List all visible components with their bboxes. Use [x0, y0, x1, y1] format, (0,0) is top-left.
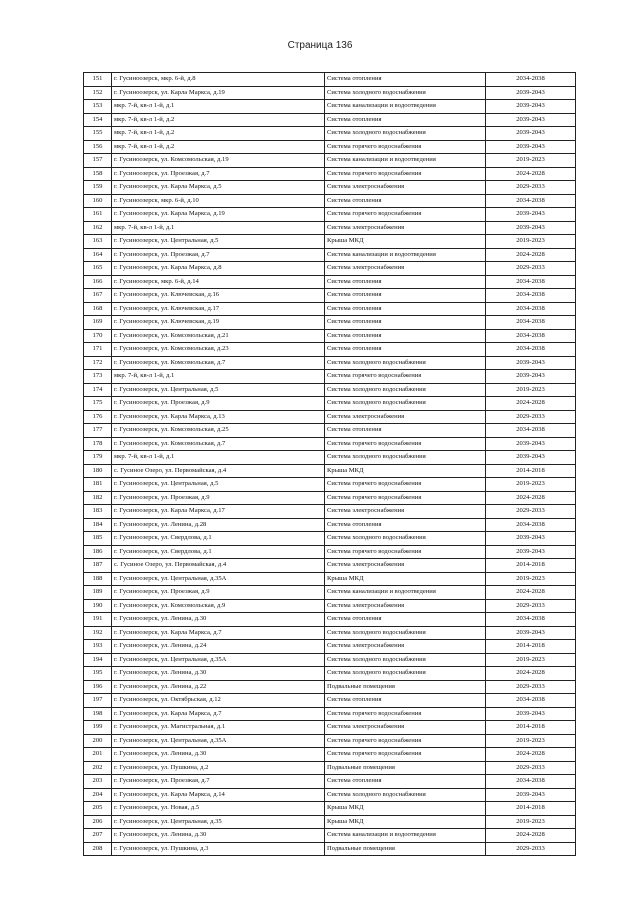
period-cell: 2019-2023 — [486, 815, 576, 829]
table-row — [84, 289, 576, 303]
row-number-cell: 164 — [84, 248, 112, 262]
period-cell: 2024-2028 — [486, 586, 576, 600]
address-cell: г. Гусиноозерск, ул. Ленина, д.30 — [112, 613, 325, 627]
table-row — [84, 181, 576, 195]
system-cell: Система горячего водоснабжения — [325, 545, 486, 559]
address-cell: г. Гусиноозерск, ул. Карла Маркса, д.13 — [112, 410, 325, 424]
period-cell: 2024-2028 — [486, 748, 576, 762]
table-row — [84, 464, 576, 478]
system-cell: Система канализации и водоотведения — [325, 586, 486, 600]
period-cell: 2014-2018 — [486, 721, 576, 735]
system-cell: Система холодного водоснабжения — [325, 788, 486, 802]
row-number-cell: 166 — [84, 275, 112, 289]
address-cell: г. Гусиноозерск, мкр. 6-й, д.14 — [112, 275, 325, 289]
row-number-cell: 206 — [84, 815, 112, 829]
address-cell: г. Гусиноозерск, ул. Ленина, д.24 — [112, 640, 325, 654]
row-number-cell: 195 — [84, 667, 112, 681]
system-cell: Система отопления — [325, 113, 486, 127]
period-cell: 2034-2038 — [486, 424, 576, 438]
system-cell: Подвальные помещения — [325, 680, 486, 694]
address-cell: мкр. 7-й, кв-л 1-й, д.1 — [112, 370, 325, 384]
address-cell: г. Гусиноозерск, ул. Центральная, д.5 — [112, 478, 325, 492]
row-number-cell: 183 — [84, 505, 112, 519]
address-cell: г. Гусиноозерск, ул. Карла Маркса, д.19 — [112, 86, 325, 100]
system-cell: Система электроснабжения — [325, 721, 486, 735]
table-row — [84, 815, 576, 829]
row-number-cell: 169 — [84, 316, 112, 330]
address-cell: г. Гусиноозерск, ул. Проезжая, д.9 — [112, 586, 325, 600]
table-row — [84, 842, 576, 856]
row-number-cell: 189 — [84, 586, 112, 600]
row-number-cell: 163 — [84, 235, 112, 249]
system-cell: Система холодного водоснабжения — [325, 532, 486, 546]
table-row — [84, 424, 576, 438]
address-cell: г. Гусиноозерск, ул. Ленина, д.28 — [112, 518, 325, 532]
table-row — [84, 437, 576, 451]
period-cell: 2029-2033 — [486, 680, 576, 694]
address-cell: г. Гусиноозерск, мкр. 6-й, д.8 — [112, 73, 325, 87]
row-number-cell: 157 — [84, 154, 112, 168]
system-cell: Крыша МКД — [325, 235, 486, 249]
system-cell: Крыша МКД — [325, 802, 486, 816]
period-cell: 2029-2033 — [486, 842, 576, 856]
address-cell: мкр. 7-й, кв-л 1-й, д.1 — [112, 100, 325, 114]
table-row — [84, 613, 576, 627]
address-cell: г. Гусиноозерск, ул. Новая, д.5 — [112, 802, 325, 816]
period-cell: 2034-2038 — [486, 275, 576, 289]
system-cell: Система отопления — [325, 329, 486, 343]
address-cell: г. Гусиноозерск, ул. Комсомольская, д.21 — [112, 329, 325, 343]
row-number-cell: 200 — [84, 734, 112, 748]
address-cell: г. Гусиноозерск, ул. Карла Маркса, д.17 — [112, 505, 325, 519]
address-cell: с. Гусиное Озеро, ул. Первомайская, д.4 — [112, 464, 325, 478]
row-number-cell: 174 — [84, 383, 112, 397]
system-cell: Система канализации и водоотведения — [325, 154, 486, 168]
table-row — [84, 491, 576, 505]
address-cell: г. Гусиноозерск, ул. Ленина, д.22 — [112, 680, 325, 694]
address-cell: г. Гусиноозерск, ул. Комсомольская, д.7 — [112, 437, 325, 451]
period-cell: 2039-2043 — [486, 221, 576, 235]
address-cell: мкр. 7-й, кв-л 1-й, д.2 — [112, 113, 325, 127]
system-cell: Система горячего водоснабжения — [325, 208, 486, 222]
system-cell: Система электроснабжения — [325, 559, 486, 573]
system-cell: Система горячего водоснабжения — [325, 707, 486, 721]
row-number-cell: 204 — [84, 788, 112, 802]
period-cell: 2039-2043 — [486, 626, 576, 640]
period-cell: 2019-2023 — [486, 478, 576, 492]
system-cell: Система холодного водоснабжения — [325, 383, 486, 397]
system-cell: Подвальные помещения — [325, 842, 486, 856]
period-cell: 2034-2038 — [486, 775, 576, 789]
table-row — [84, 100, 576, 114]
row-number-cell: 205 — [84, 802, 112, 816]
system-cell: Система холодного водоснабжения — [325, 356, 486, 370]
row-number-cell: 158 — [84, 167, 112, 181]
table-row — [84, 397, 576, 411]
address-cell: г. Гусиноозерск, ул. Центральная, д.35 — [112, 815, 325, 829]
period-cell: 2039-2043 — [486, 140, 576, 154]
address-cell: г. Гусиноозерск, ул. Ключевская, д.17 — [112, 302, 325, 316]
row-number-cell: 171 — [84, 343, 112, 357]
address-cell: г. Гусиноозерск, мкр. 6-й, д.10 — [112, 194, 325, 208]
row-number-cell: 202 — [84, 761, 112, 775]
row-number-cell: 191 — [84, 613, 112, 627]
address-cell: г. Гусиноозерск, ул. Пушкина, д.3 — [112, 842, 325, 856]
table-row — [84, 167, 576, 181]
table-row — [84, 262, 576, 276]
row-number-cell: 201 — [84, 748, 112, 762]
period-cell: 2014-2018 — [486, 464, 576, 478]
row-number-cell: 167 — [84, 289, 112, 303]
address-cell: г. Гусиноозерск, ул. Ленина, д.30 — [112, 829, 325, 843]
period-cell: 2039-2043 — [486, 437, 576, 451]
period-cell: 2014-2018 — [486, 802, 576, 816]
system-cell: Система канализации и водоотведения — [325, 829, 486, 843]
repair-schedule-table — [83, 72, 576, 856]
period-cell: 2034-2038 — [486, 613, 576, 627]
period-cell: 2039-2043 — [486, 451, 576, 465]
system-cell: Система отопления — [325, 302, 486, 316]
table-row — [84, 721, 576, 735]
period-cell: 2024-2028 — [486, 167, 576, 181]
system-cell: Система отопления — [325, 275, 486, 289]
system-cell: Система горячего водоснабжения — [325, 167, 486, 181]
system-cell: Система отопления — [325, 424, 486, 438]
period-cell: 2039-2043 — [486, 356, 576, 370]
table-row — [84, 329, 576, 343]
table-row — [84, 208, 576, 222]
row-number-cell: 172 — [84, 356, 112, 370]
table-row — [84, 748, 576, 762]
row-number-cell: 178 — [84, 437, 112, 451]
address-cell: г. Гусиноозерск, ул. Карла Маркса, д.19 — [112, 208, 325, 222]
system-cell: Система горячего водоснабжения — [325, 370, 486, 384]
table-row — [84, 356, 576, 370]
row-number-cell: 179 — [84, 451, 112, 465]
period-cell: 2024-2028 — [486, 397, 576, 411]
system-cell: Система холодного водоснабжения — [325, 653, 486, 667]
row-number-cell: 168 — [84, 302, 112, 316]
table-row — [84, 667, 576, 681]
row-number-cell: 155 — [84, 127, 112, 141]
address-cell: г. Гусиноозерск, ул. Карла Маркса, д.7 — [112, 626, 325, 640]
table-row — [84, 653, 576, 667]
row-number-cell: 180 — [84, 464, 112, 478]
period-cell: 2039-2043 — [486, 545, 576, 559]
period-cell: 2034-2038 — [486, 289, 576, 303]
row-number-cell: 188 — [84, 572, 112, 586]
system-cell: Подвальные помещения — [325, 761, 486, 775]
period-cell: 2024-2028 — [486, 667, 576, 681]
row-number-cell: 185 — [84, 532, 112, 546]
address-cell: г. Гусиноозерск, ул. Комсомольская, д.7 — [112, 356, 325, 370]
system-cell: Система горячего водоснабжения — [325, 748, 486, 762]
address-cell: г. Гусиноозерск, ул. Свердлова, д.1 — [112, 545, 325, 559]
system-cell: Система электроснабжения — [325, 599, 486, 613]
row-number-cell: 162 — [84, 221, 112, 235]
system-cell: Система отопления — [325, 343, 486, 357]
period-cell: 2039-2043 — [486, 86, 576, 100]
row-number-cell: 156 — [84, 140, 112, 154]
address-cell: с. Гусиное Озеро, ул. Первомайская, д.4 — [112, 559, 325, 573]
period-cell: 2039-2043 — [486, 100, 576, 114]
address-cell: г. Гусиноозерск, ул. Карла Маркса, д.5 — [112, 181, 325, 195]
address-cell: г. Гусиноозерск, ул. Центральная, д.35А — [112, 653, 325, 667]
period-cell: 2034-2038 — [486, 316, 576, 330]
table-row — [84, 761, 576, 775]
period-cell: 2034-2038 — [486, 694, 576, 708]
address-cell: г. Гусиноозерск, ул. Ленина, д.30 — [112, 667, 325, 681]
table-row — [84, 127, 576, 141]
row-number-cell: 186 — [84, 545, 112, 559]
row-number-cell: 184 — [84, 518, 112, 532]
period-cell: 2029-2033 — [486, 410, 576, 424]
system-cell: Система отопления — [325, 518, 486, 532]
period-cell: 2034-2038 — [486, 343, 576, 357]
table-body — [84, 73, 576, 856]
address-cell: г. Гусиноозерск, ул. Ключевская, д.19 — [112, 316, 325, 330]
table-row — [84, 370, 576, 384]
table-row — [84, 140, 576, 154]
address-cell: г. Гусиноозерск, ул. Центральная, д.5 — [112, 383, 325, 397]
row-number-cell: 175 — [84, 397, 112, 411]
period-cell: 2019-2023 — [486, 154, 576, 168]
table-row — [84, 194, 576, 208]
row-number-cell: 153 — [84, 100, 112, 114]
system-cell: Система отопления — [325, 73, 486, 87]
system-cell: Система отопления — [325, 316, 486, 330]
system-cell: Система горячего водоснабжения — [325, 140, 486, 154]
table-row — [84, 586, 576, 600]
system-cell: Система горячего водоснабжения — [325, 478, 486, 492]
address-cell: г. Гусиноозерск, ул. Проезжая, д.9 — [112, 491, 325, 505]
table-row — [84, 248, 576, 262]
address-cell: г. Гусиноозерск, ул. Проезжая, д.7 — [112, 775, 325, 789]
period-cell: 2024-2028 — [486, 491, 576, 505]
table-row — [84, 626, 576, 640]
period-cell: 2014-2018 — [486, 640, 576, 654]
system-cell: Система электроснабжения — [325, 221, 486, 235]
period-cell: 2034-2038 — [486, 329, 576, 343]
system-cell: Система холодного водоснабжения — [325, 127, 486, 141]
row-number-cell: 193 — [84, 640, 112, 654]
row-number-cell: 154 — [84, 113, 112, 127]
period-cell: 2029-2033 — [486, 505, 576, 519]
row-number-cell: 161 — [84, 208, 112, 222]
row-number-cell: 177 — [84, 424, 112, 438]
table-row — [84, 410, 576, 424]
period-cell: 2039-2043 — [486, 707, 576, 721]
address-cell: г. Гусиноозерск, ул. Комсомольская, д.23 — [112, 343, 325, 357]
table-row — [84, 383, 576, 397]
address-cell: г. Гусиноозерск, ул. Октябрьская, д.12 — [112, 694, 325, 708]
table-row — [84, 113, 576, 127]
address-cell: г. Гусиноозерск, ул. Комсомольская, д.19 — [112, 154, 325, 168]
table-row — [84, 734, 576, 748]
system-cell: Система холодного водоснабжения — [325, 626, 486, 640]
period-cell: 2019-2023 — [486, 383, 576, 397]
address-cell: г. Гусиноозерск, ул. Проезжая, д.9 — [112, 397, 325, 411]
table-row — [84, 275, 576, 289]
system-cell: Система отопления — [325, 775, 486, 789]
row-number-cell: 181 — [84, 478, 112, 492]
table-row — [84, 680, 576, 694]
system-cell: Система канализации и водоотведения — [325, 248, 486, 262]
system-cell: Крыша МКД — [325, 572, 486, 586]
table-row — [84, 316, 576, 330]
table-row — [84, 829, 576, 843]
period-cell: 2034-2038 — [486, 302, 576, 316]
table-row — [84, 572, 576, 586]
row-number-cell: 170 — [84, 329, 112, 343]
row-number-cell: 160 — [84, 194, 112, 208]
table-row — [84, 302, 576, 316]
system-cell: Крыша МКД — [325, 815, 486, 829]
period-cell: 2039-2043 — [486, 532, 576, 546]
address-cell: г. Гусиноозерск, ул. Ленина, д.30 — [112, 748, 325, 762]
address-cell: г. Гусиноозерск, ул. Карла Маркса, д.14 — [112, 788, 325, 802]
table-row — [84, 640, 576, 654]
table-row — [84, 694, 576, 708]
row-number-cell: 198 — [84, 707, 112, 721]
table-row — [84, 451, 576, 465]
row-number-cell: 199 — [84, 721, 112, 735]
system-cell: Система электроснабжения — [325, 181, 486, 195]
period-cell: 2029-2033 — [486, 181, 576, 195]
period-cell: 2019-2023 — [486, 734, 576, 748]
row-number-cell: 187 — [84, 559, 112, 573]
address-cell: г. Гусиноозерск, ул. Магистральная, д.1 — [112, 721, 325, 735]
system-cell: Система горячего водоснабжения — [325, 437, 486, 451]
table-row — [84, 532, 576, 546]
system-cell: Система электроснабжения — [325, 505, 486, 519]
row-number-cell: 207 — [84, 829, 112, 843]
row-number-cell: 152 — [84, 86, 112, 100]
period-cell: 2039-2043 — [486, 788, 576, 802]
system-cell: Крыша МКД — [325, 464, 486, 478]
system-cell: Система горячего водоснабжения — [325, 734, 486, 748]
address-cell: г. Гусиноозерск, ул. Ключевская, д.16 — [112, 289, 325, 303]
period-cell: 2029-2033 — [486, 262, 576, 276]
table-row — [84, 599, 576, 613]
address-cell: мкр. 7-й, кв-л 1-й, д.1 — [112, 451, 325, 465]
row-number-cell: 176 — [84, 410, 112, 424]
row-number-cell: 197 — [84, 694, 112, 708]
table-row — [84, 545, 576, 559]
address-cell: г. Гусиноозерск, ул. Пушкина, д.2 — [112, 761, 325, 775]
system-cell: Система холодного водоснабжения — [325, 397, 486, 411]
table-row — [84, 518, 576, 532]
period-cell: 2019-2023 — [486, 235, 576, 249]
system-cell: Система холодного водоснабжения — [325, 451, 486, 465]
system-cell: Система отопления — [325, 289, 486, 303]
system-cell: Система холодного водоснабжения — [325, 667, 486, 681]
system-cell: Система горячего водоснабжения — [325, 491, 486, 505]
row-number-cell: 182 — [84, 491, 112, 505]
table-row — [84, 707, 576, 721]
system-cell: Система отопления — [325, 694, 486, 708]
table-row — [84, 73, 576, 87]
row-number-cell: 196 — [84, 680, 112, 694]
row-number-cell: 151 — [84, 73, 112, 87]
address-cell: г. Гусиноозерск, ул. Свердлова, д.1 — [112, 532, 325, 546]
address-cell: г. Гусиноозерск, ул. Карла Маркса, д.7 — [112, 707, 325, 721]
period-cell: 2039-2043 — [486, 113, 576, 127]
period-cell: 2029-2033 — [486, 599, 576, 613]
period-cell: 2019-2023 — [486, 572, 576, 586]
table-row — [84, 478, 576, 492]
system-cell: Система электроснабжения — [325, 640, 486, 654]
system-cell: Система холодного водоснабжения — [325, 86, 486, 100]
table-row — [84, 154, 576, 168]
address-cell: г. Гусиноозерск, ул. Комсомольская, д.25 — [112, 424, 325, 438]
period-cell: 2034-2038 — [486, 518, 576, 532]
system-cell: Система электроснабжения — [325, 410, 486, 424]
page-title: Страница 136 — [287, 40, 353, 51]
period-cell: 2039-2043 — [486, 127, 576, 141]
period-cell: 2029-2033 — [486, 761, 576, 775]
period-cell: 2024-2028 — [486, 829, 576, 843]
system-cell: Система электроснабжения — [325, 262, 486, 276]
address-cell: мкр. 7-й, кв-л 1-й, д.2 — [112, 127, 325, 141]
address-cell: мкр. 7-й, кв-л 1-й, д.1 — [112, 221, 325, 235]
system-cell: Система отопления — [325, 194, 486, 208]
period-cell: 2034-2038 — [486, 194, 576, 208]
system-cell: Система канализации и водоотведения — [325, 100, 486, 114]
row-number-cell: 159 — [84, 181, 112, 195]
table-row — [84, 221, 576, 235]
table-row — [84, 559, 576, 573]
table-row — [84, 235, 576, 249]
address-cell: г. Гусиноозерск, ул. Комсомольская, д.9 — [112, 599, 325, 613]
table-row — [84, 343, 576, 357]
row-number-cell: 165 — [84, 262, 112, 276]
address-cell: г. Гусиноозерск, ул. Центральная, д.35А — [112, 572, 325, 586]
period-cell: 2019-2023 — [486, 653, 576, 667]
row-number-cell: 192 — [84, 626, 112, 640]
period-cell: 2014-2018 — [486, 559, 576, 573]
period-cell: 2034-2038 — [486, 73, 576, 87]
table-row — [84, 775, 576, 789]
table-row — [84, 802, 576, 816]
address-cell: г. Гусиноозерск, ул. Проезжая, д.7 — [112, 248, 325, 262]
address-cell: г. Гусиноозерск, ул. Проезжая, д.7 — [112, 167, 325, 181]
period-cell: 2024-2028 — [486, 248, 576, 262]
address-cell: мкр. 7-й, кв-л 1-й, д.2 — [112, 140, 325, 154]
address-cell: г. Гусиноозерск, ул. Центральная, д.35А — [112, 734, 325, 748]
row-number-cell: 194 — [84, 653, 112, 667]
table-row — [84, 86, 576, 100]
table-row — [84, 788, 576, 802]
row-number-cell: 190 — [84, 599, 112, 613]
row-number-cell: 173 — [84, 370, 112, 384]
system-cell: Система отопления — [325, 613, 486, 627]
row-number-cell: 203 — [84, 775, 112, 789]
table-row — [84, 505, 576, 519]
address-cell: г. Гусиноозерск, ул. Центральная, д.5 — [112, 235, 325, 249]
period-cell: 2039-2043 — [486, 208, 576, 222]
period-cell: 2039-2043 — [486, 370, 576, 384]
row-number-cell: 208 — [84, 842, 112, 856]
address-cell: г. Гусиноозерск, ул. Карла Маркса, д.8 — [112, 262, 325, 276]
